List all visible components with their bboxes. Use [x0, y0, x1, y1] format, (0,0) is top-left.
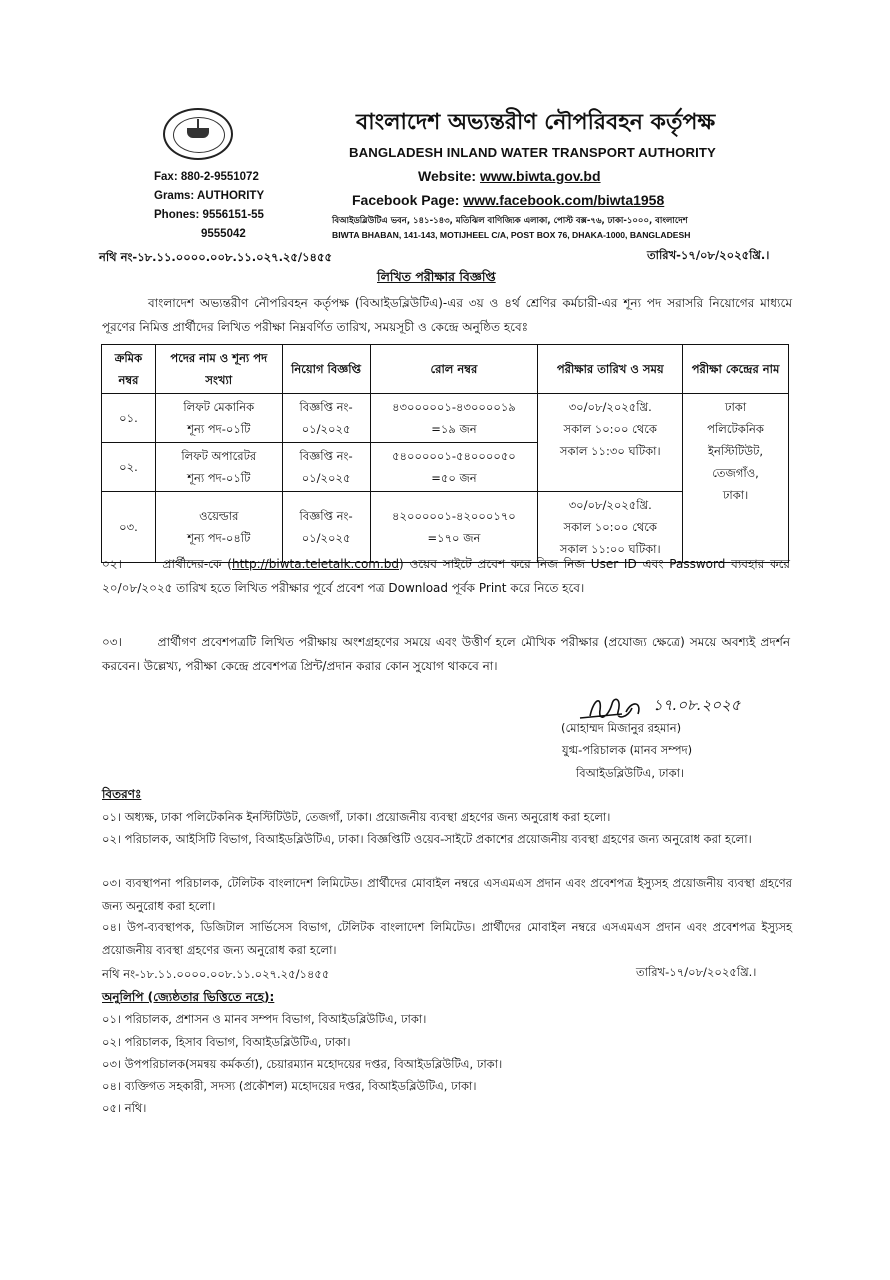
exam-date: ৩০/০৮/২০২৫খ্রি.: [568, 400, 652, 414]
address-bangla: বিআইডব্লিউটিএ ভবন, ১৪১-১৪৩, মতিঝিল বাণিজ্যিক এলাকা, পোস্ট বক্স-৭৬, ঢাকা-১০০০, বাংলাদেশ: [332, 216, 688, 226]
instruction-text: প্রার্থীগণ প্রবেশপত্রটি লিখিত পরীক্ষায় অংশগ্রহণের সময়ে এবং উত্তীর্ণ হলে মৌখিক পরীক্ষার (প্রযোজ্য ক্ষেত্রে) সময়ে অবশ্যই প্রদর্শন করবেন। উল্লেখ্য, পরীক্ষা কেন্দ্রে প্রবেশপত্র প্রিন্ট/প্রদান করার কোন সুযোগ থাকবে না।: [102, 635, 790, 673]
post-cell: [155, 443, 282, 492]
signature-date: ১৭.০৮.২০২৫: [653, 696, 741, 714]
exam-start-time: সকাল ১০:০০ থেকে: [563, 520, 657, 534]
copy-item: ০৩। উপপরিচালক(সমন্বয় কর্মকর্তা), চেয়ারম্যান মহোদয়ের দপ্তর, বিআইডব্লিউটিএ, ঢাকা।: [102, 1057, 503, 1071]
fax-number: Fax: 880-2-9551072: [154, 171, 259, 183]
copy-item: ০১। পরিচালক, প্রশাসন ও মানব সম্পদ বিভাগ, বিআইডব্লিউটিএ, ঢাকা।: [102, 1012, 427, 1026]
instruction-text: ) ওয়েব সাইটে প্রবেশ করে নিজ নিজ User ID এবং Password ব্যবহার করে ২০/০৮/২০২৫ তারিখ হতে লিখিত পরীক্ষার পূর্বে প্রবেশ পত্র Download পূর্বক Print করে নিতে হবে।: [102, 557, 790, 595]
post-cell: [155, 394, 282, 443]
exam-date: ৩০/০৮/২০২৫খ্রি.: [568, 498, 652, 512]
website-line: [418, 168, 601, 184]
address-english: BIWTA BHABAN, 141-143, MOTIJHEEL C/A, POST BOX 76, DHAKA-1000, BANGLADESH: [332, 230, 691, 240]
phone-numbers-secondary: 9555042: [201, 228, 246, 240]
exam-schedule-table: [101, 344, 789, 563]
phone-numbers: Phones: 9556151-55: [154, 209, 264, 221]
roll-range: ৫৪০০০০০১-৫৪০০০০৫০: [392, 449, 516, 463]
grams-address: Grams: AUTHORITY: [154, 190, 265, 202]
notice-cell: [282, 443, 370, 492]
post-name: লিফট মেকানিক: [183, 400, 255, 414]
serial-cell: ০২.: [102, 443, 156, 492]
roll-cell: [370, 443, 538, 492]
intro-paragraph: [102, 291, 792, 339]
memo-date: তারিখ-১৭/০৮/২০২৫খ্রি.।: [647, 248, 770, 262]
vacancy-count: শূন্য পদ-০৪টি: [187, 531, 251, 545]
memo-date-footer: তারিখ-১৭/০৮/২০২৫খ্রি.।: [636, 965, 757, 979]
organization-name-english: BANGLADESH INLAND WATER TRANSPORT AUTHORITY: [349, 145, 716, 160]
intro-text: বাংলাদেশ অভ্যন্তরীণ নৌপরিবহন কর্তৃপক্ষ (বিআইডব্লিউটিএ)-এর ৩য় ও ৪র্থ শ্রেণির কর্মচারী-এর শূন্য পদ সরাসরি নিয়োগের মাধ্যমে পূরণের নিমিত্ত প্রার্থীদের লিখিত পরীক্ষা নিম্নবর্ণিত তারিখ, সময়সূচী ও কেন্দ্রে অনুষ্ঠিত হবেঃ: [102, 296, 792, 334]
col-header-center: পরীক্ষা কেন্দ্রের নাম: [683, 345, 789, 394]
distribution-item: ০৩। ব্যবস্থাপনা পরিচালক, টেলিটক বাংলাদেশ লিমিটেড। প্রার্থীদের মোবাইল নম্বরে এসএমএস প্রদান এবং প্রবেশপত্র ইস্যুসহ প্রয়োজনীয় ব্যবস্থা গ্রহণের জন্য অনুরোধ করা হলো।: [102, 876, 792, 913]
datetime-cell: [538, 394, 683, 492]
copy-item: ০২। পরিচালক, হিসাব বিভাগ, বিআইডব্লিউটিএ, ঢাকা।: [102, 1035, 351, 1049]
website-label: Website:: [418, 168, 480, 184]
center-cell: [683, 394, 789, 563]
notice-number: ০১/২০২৫: [301, 422, 351, 436]
instruction-item: [102, 630, 790, 678]
center-line: তেজগাঁও,: [712, 466, 759, 480]
vacancy-count: শূন্য পদ-০১টি: [187, 471, 251, 485]
organization-name-bangla: বাংলাদেশ অভ্যন্তরীণ নৌপরিবহন কর্তৃপক্ষ: [356, 110, 716, 135]
notice-label: বিজ্ঞপ্তি নং-: [299, 509, 353, 523]
signatory-name: (মোহাম্মদ মিজানুর রহমান): [561, 721, 682, 735]
instruction-text: প্রার্থীদের-কে (: [162, 557, 232, 571]
col-header-notice: নিয়োগ বিজ্ঞপ্তি: [282, 345, 370, 394]
serial-cell: ০৩.: [102, 492, 156, 563]
center-line: ইনস্টিটিউট,: [708, 444, 764, 458]
instruction-item: [102, 552, 790, 600]
website-link[interactable]: www.biwta.gov.bd: [479, 168, 601, 184]
roll-range: ৪২০০০০০১-৪২০০০১৭০: [392, 509, 516, 523]
table-row: [102, 394, 789, 443]
distribution-item: ০২। পরিচালক, আইসিটি বিভাগ, বিআইডব্লিউটিএ, ঢাকা। বিজ্ঞপ্তিটি ওয়েব-সাইটে প্রকাশের প্রয়োজনীয় ব্যবস্থা গ্রহণের জন্য অনুরোধ করা হলো।: [102, 832, 752, 846]
instruction-number: ০২।: [102, 557, 122, 571]
roll-cell: [370, 394, 538, 443]
notice-label: বিজ্ঞপ্তি নং-: [299, 400, 353, 414]
signatory-designation: যুগ্ম-পরিচালক (মানব সম্পদ): [562, 743, 693, 757]
roll-count: =১৭০ জন: [427, 531, 481, 545]
facebook-line: [352, 192, 664, 208]
col-header-roll: রোল নম্বর: [370, 345, 538, 394]
notice-label: বিজ্ঞপ্তি নং-: [299, 449, 353, 463]
notice-number: ০১/২০২৫: [301, 531, 351, 545]
center-line: ঢাকা।: [722, 488, 749, 502]
distribution-title: বিতরণঃ: [102, 787, 142, 801]
col-header-datetime: পরীক্ষার তারিখ ও সময়: [538, 345, 683, 394]
facebook-label: Facebook Page:: [352, 192, 464, 208]
exam-end-time: সকাল ১১:০০ ঘটিকা।: [559, 542, 661, 556]
memo-number: নথি নং-১৮.১১.০০০০.০০৮.১১.০২৭.২৫/১৪৫৫: [99, 250, 332, 264]
center-line: পলিটেকনিক: [707, 422, 764, 436]
table-header-row: [102, 345, 789, 394]
col-header-serial: ক্রমিক নম্বর: [102, 345, 156, 394]
teletalk-link[interactable]: http://biwta.teletalk.com.bd: [231, 557, 400, 571]
signatory-office: বিআইডব্লিউটিএ, ঢাকা।: [576, 766, 685, 780]
facebook-link[interactable]: www.facebook.com/biwta1958: [463, 192, 665, 208]
vacancy-count: শূন্য পদ-০১টি: [187, 422, 251, 436]
post-name: ওয়েল্ডার: [199, 509, 239, 523]
roll-range: ৪৩০০০০০১-৪৩০০০০১৯: [392, 400, 516, 414]
center-line: ঢাকা: [724, 400, 747, 414]
exam-end-time: সকাল ১১:৩০ ঘটিকা।: [559, 444, 661, 458]
copy-item: ০৫। নথি।: [102, 1101, 147, 1115]
post-name: লিফট অপারেটর: [181, 449, 257, 463]
distribution-item: ০৪। উপ-ব্যবস্থাপক, ডিজিটাল সার্ভিসেস বিভাগ, টেলিটক বাংলাদেশ লিমিটেড। প্রার্থীদের মোবাইল নম্বরে এসএমএস প্রদান এবং প্রবেশপত্র ইস্যুসহ প্রয়োজনীয় ব্যবস্থা গ্রহণের জন্য অনুরোধ করা হলো।: [102, 920, 792, 957]
distribution-item: ০১। অধ্যক্ষ, ঢাকা পলিটেকনিক ইনস্টিটিউট, তেজগাঁ, ঢাকা। প্রয়োজনীয় ব্যবস্থা গ্রহণের জন্য অনুরোধ করা হলো।: [102, 810, 611, 824]
memo-number-footer: নথি নং-১৮.১১.০০০০.০০৮.১১.০২৭.২৫/১৪৫৫: [102, 967, 330, 981]
notice-title: লিখিত পরীক্ষার বিজ্ঞপ্তি: [377, 269, 496, 284]
biwta-logo-icon: [163, 108, 233, 160]
instruction-number: ০৩।: [102, 635, 122, 649]
copies-title: অনুলিপি (জ্যেষ্ঠতার ভিত্তিতে নহে):: [102, 990, 275, 1004]
col-header-post: পদের নাম ও শূন্য পদ সংখ্যা: [155, 345, 282, 394]
roll-count: =৫০ জন: [431, 471, 477, 485]
copy-item: ০৪। ব্যক্তিগত সহকারী, সদস্য (প্রকৌশল) মহোদয়ের দপ্তর, বিআইডব্লিউটিএ, ঢাকা।: [102, 1079, 477, 1093]
serial-cell: ০১.: [102, 394, 156, 443]
notice-number: ০১/২০২৫: [301, 471, 351, 485]
notice-cell: [282, 394, 370, 443]
roll-count: =১৯ জন: [431, 422, 477, 436]
exam-start-time: সকাল ১০:০০ থেকে: [563, 422, 657, 436]
